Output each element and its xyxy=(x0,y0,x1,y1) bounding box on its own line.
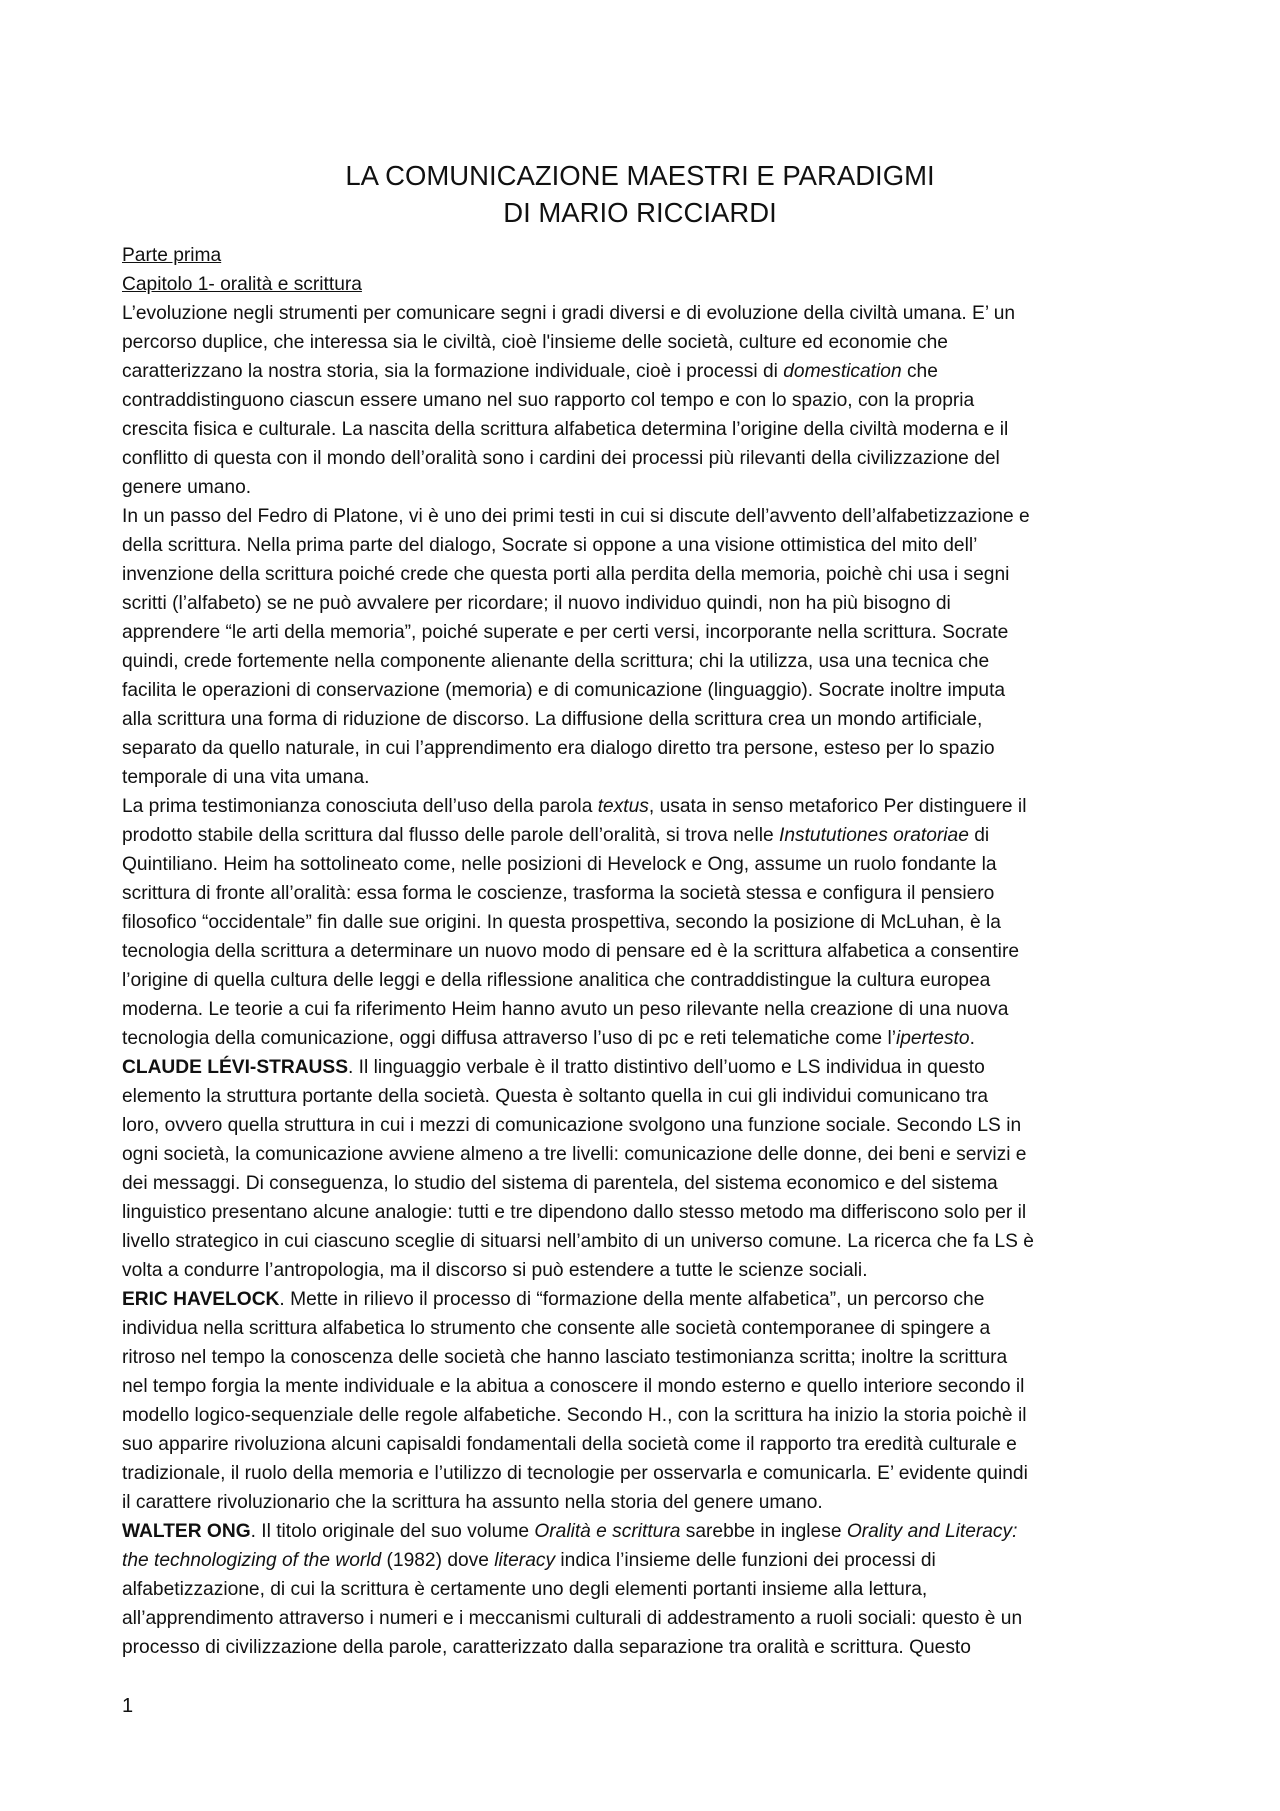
text-run: sarebbe in inglese xyxy=(680,1521,847,1542)
text-run: della scrittura. Nella prima parte del dialogo, Socrate si oppone a una visione ottimistica del mito dell’ xyxy=(122,535,978,556)
text-line xyxy=(122,966,1162,995)
text-run: quindi, crede fortemente nella componente alienante della scrittura; chi la utilizza, usa una tecnica che xyxy=(122,651,990,672)
text-run: individua nella scrittura alfabetica lo strumento che consente alle società contemporanee di spingere a xyxy=(122,1318,991,1339)
document-title-line-2: DI MARIO RICCIARDI xyxy=(503,197,777,228)
text-run: Quintiliano. Heim ha sottolineato come, nelle posizioni di Hevelock e Ong, assume un ruolo fondante la xyxy=(122,854,997,875)
text-line xyxy=(122,1430,1162,1459)
text-line xyxy=(122,705,1162,734)
text-line xyxy=(122,792,1162,821)
text-run: il carattere rivoluzionario che la scrittura ha assunto nella storia del genere umano. xyxy=(122,1492,823,1513)
text-run: livello strategico in cui ciascuno sceglie di situarsi nell’ambito di un universo comune. La ricerca che fa LS è xyxy=(122,1231,1034,1252)
text-run: filosofico “occidentale” fin dalle sue origini. In questa prospettiva, secondo la posizione di McLuhan, è la xyxy=(122,912,1001,933)
text-line xyxy=(122,1604,1162,1633)
text-line xyxy=(122,879,1162,908)
text-line xyxy=(122,589,1162,618)
text-run: In un passo del Fedro di Platone, vi è uno dei primi testi in cui si discute dell’avvento dell’alfabetizzazione e xyxy=(122,506,1030,527)
text-line xyxy=(122,647,1162,676)
text-line xyxy=(122,1517,1162,1546)
text-run: ogni società, la comunicazione avviene almeno a tre livelli: comunicazione delle donne, dei beni e servizi e xyxy=(122,1144,1027,1165)
text-run: di xyxy=(968,825,990,846)
heading-run: Parte prima xyxy=(122,245,222,266)
text-line xyxy=(122,1633,1162,1662)
text-line xyxy=(122,1401,1162,1430)
italic-run: Oralità e scrittura xyxy=(534,1521,681,1542)
text-line xyxy=(122,560,1162,589)
text-run: L’evoluzione negli strumenti per comunicare segni i gradi diversi e di evoluzione della civiltà umana. E’ un xyxy=(122,303,1016,324)
text-run: prodotto stabile della scrittura dal flusso delle parole dell’oralità, si trova nelle xyxy=(122,825,779,846)
text-line xyxy=(122,473,1162,502)
text-line xyxy=(122,502,1162,531)
text-run: tradizionale, il ruolo della memoria e l’utilizzo di tecnologie per osservarla e comunicarla. E’ evidente quindi xyxy=(122,1463,1028,1484)
text-line xyxy=(122,995,1162,1024)
text-run: percorso duplice, che interessa sia le civiltà, cioè l'insieme delle società, culture ed economie che xyxy=(122,332,948,353)
text-run: facilita le operazioni di conservazione (memoria) e di comunicazione (linguaggio). Socrate inoltre imputa xyxy=(122,680,1006,701)
heading-run: Capitolo 1- oralità e scrittura xyxy=(122,274,362,295)
text-run: modello logico-sequenziale delle regole alfabetiche. Secondo H., con la scrittura ha inizio la storia poichè il xyxy=(122,1405,1027,1426)
text-line xyxy=(122,270,1162,299)
text-run: dei messaggi. Di conseguenza, lo studio del sistema di parentela, del sistema economico e del sistema xyxy=(122,1173,998,1194)
text-run: nel tempo forgia la mente individuale e la abitua a conoscere il mondo esterno e quello interiore secondo il xyxy=(122,1376,1025,1397)
text-run: separato da quello naturale, in cui l’apprendimento era dialogo diretto tra persone, esteso per lo spazio xyxy=(122,738,995,759)
text-line xyxy=(122,1285,1162,1314)
italic-run: ipertesto xyxy=(895,1028,970,1049)
bold-run: WALTER ONG xyxy=(122,1521,251,1542)
text-run: genere umano. xyxy=(122,477,252,498)
page-number: 1 xyxy=(122,1695,134,1717)
text-line xyxy=(122,1314,1162,1343)
text-line xyxy=(122,1082,1162,1111)
text-run: . xyxy=(969,1028,975,1049)
text-line xyxy=(122,415,1162,444)
text-line xyxy=(122,734,1162,763)
text-run: tecnologia della scrittura a determinare un nuovo modo di pensare ed è la scrittura alfabetica a consentire xyxy=(122,941,1020,962)
italic-run: Instututiones oratoriae xyxy=(779,825,969,846)
text-run: processo di civilizzazione della parole, caratterizzato dalla separazione tra oralità e scrittura. Questo xyxy=(122,1637,971,1658)
text-run: conflitto di questa con il mondo dell’oralità sono i cardini dei processi più rilevanti della civilizzazione del xyxy=(122,448,1000,469)
text-run: apprendere “le arti della memoria”, poiché superate e per certi versi, incorporante nella scrittura. Socrate xyxy=(122,622,1009,643)
text-line xyxy=(122,1024,1162,1053)
text-line xyxy=(122,1459,1162,1488)
text-run: crescita fisica e culturale. La nascita della scrittura alfabetica determina l’origine della civiltà moderna e il xyxy=(122,419,1009,440)
text-run: suo apparire rivoluziona alcuni capisaldi fondamentali della società come il rapporto tra eredità culturale e xyxy=(122,1434,1017,1455)
text-run: temporale di una vita umana. xyxy=(122,767,370,788)
text-run: indica l’insieme delle funzioni dei processi di xyxy=(555,1550,936,1571)
text-run: ritroso nel tempo la conoscenza delle società che hanno lasciato testimonianza scritta; inoltre la scrittura xyxy=(122,1347,1008,1368)
text-run: che xyxy=(901,361,938,382)
text-run: loro, ovvero quella struttura in cui i mezzi di comunicazione svolgono una funzione sociale. Secondo LS in xyxy=(122,1115,1022,1136)
text-line xyxy=(122,1111,1162,1140)
text-run: scrittura di fronte all’oralità: essa forma le coscienze, trasforma la società stessa e configura il pensiero xyxy=(122,883,995,904)
italic-run: domestication xyxy=(783,361,902,382)
text-line xyxy=(122,850,1162,879)
text-line xyxy=(122,357,1162,386)
text-line xyxy=(122,1169,1162,1198)
text-line xyxy=(122,299,1162,328)
text-line xyxy=(122,386,1162,415)
text-line xyxy=(122,1198,1162,1227)
text-line xyxy=(122,676,1162,705)
text-run: contraddistinguono ciascun essere umano nel suo rapporto col tempo e con lo spazio, con la propria xyxy=(122,390,975,411)
text-line xyxy=(122,1488,1162,1517)
text-line xyxy=(122,1227,1162,1256)
text-line xyxy=(122,937,1162,966)
text-run: . Il linguaggio verbale è il tratto distintivo dell’uomo e LS individua in questo xyxy=(348,1057,985,1078)
text-line xyxy=(122,328,1162,357)
text-run: (1982) dove xyxy=(381,1550,495,1571)
text-line xyxy=(122,1256,1162,1285)
italic-run: Orality and Literacy: xyxy=(846,1521,1018,1542)
text-run: volta a condurre l’antropologia, ma il discorso si può estendere a tutte le scienze sociali. xyxy=(122,1260,868,1281)
italic-run: the technologizing of the world xyxy=(122,1550,382,1571)
text-line xyxy=(122,763,1162,792)
text-line xyxy=(122,618,1162,647)
text-run: scritti (l’alfabeto) se ne può avvalere per ricordare; il nuovo individuo quindi, non ha più bisogno di xyxy=(122,593,951,614)
bold-run: CLAUDE LÉVI-STRAUSS xyxy=(122,1057,348,1078)
text-run: alla scrittura una forma di riduzione de discorso. La diffusione della scrittura crea un mondo artificiale, xyxy=(122,709,983,730)
text-run: all’apprendimento attraverso i numeri e i meccanismi culturali di addestramento a ruoli sociali: questo è un xyxy=(122,1608,1023,1629)
text-line xyxy=(122,821,1162,850)
text-line xyxy=(122,1343,1162,1372)
text-run: linguistico presentano alcune analogie: tutti e tre dipendono dallo stesso metodo ma differiscono solo per il xyxy=(122,1202,1027,1223)
bold-run: ERIC HAVELOCK xyxy=(122,1289,280,1310)
text-run: l’origine di quella cultura delle leggi e della riflessione analitica che contraddistingue la cultura europea xyxy=(122,970,991,991)
text-run: La prima testimonianza conosciuta dell’uso della parola xyxy=(122,796,598,817)
text-line xyxy=(122,241,1162,270)
text-line xyxy=(122,444,1162,473)
text-line xyxy=(122,1575,1162,1604)
text-run: tecnologia della comunicazione, oggi diffusa attraverso l’uso di pc e reti telematiche come l’ xyxy=(122,1028,896,1049)
text-run: moderna. Le teorie a cui fa riferimento Heim hanno avuto un peso rilevante nella creazione di una nuova xyxy=(122,999,1009,1020)
text-line xyxy=(122,1546,1162,1575)
text-run: invenzione della scrittura poiché crede che questa porti alla perdita della memoria, poichè chi usa i segni xyxy=(122,564,1010,585)
document-title-line-1: LA COMUNICAZIONE MAESTRI E PARADIGMI xyxy=(345,160,935,191)
text-run: . Mette in rilievo il processo di “formazione della mente alfabetica”, un percorso che xyxy=(279,1289,985,1310)
text-line xyxy=(122,1140,1162,1169)
text-run: , usata in senso metaforico Per distinguere il xyxy=(648,796,1027,817)
text-run: elemento la struttura portante della società. Questa è soltanto quella in cui gli individui comunicano tra xyxy=(122,1086,989,1107)
text-line xyxy=(122,1372,1162,1401)
text-line xyxy=(122,531,1162,560)
text-run: caratterizzano la nostra storia, sia la formazione individuale, cioè i processi di xyxy=(122,361,784,382)
text-line xyxy=(122,1053,1162,1082)
italic-run: textus xyxy=(597,796,649,817)
text-run: alfabetizzazione, di cui la scrittura è certamente uno degli elementi portanti insieme alla lettura, xyxy=(122,1579,928,1600)
italic-run: literacy xyxy=(494,1550,556,1571)
text-run: . Il titolo originale del suo volume xyxy=(250,1521,535,1542)
text-line xyxy=(122,908,1162,937)
document-body xyxy=(122,241,1162,1662)
